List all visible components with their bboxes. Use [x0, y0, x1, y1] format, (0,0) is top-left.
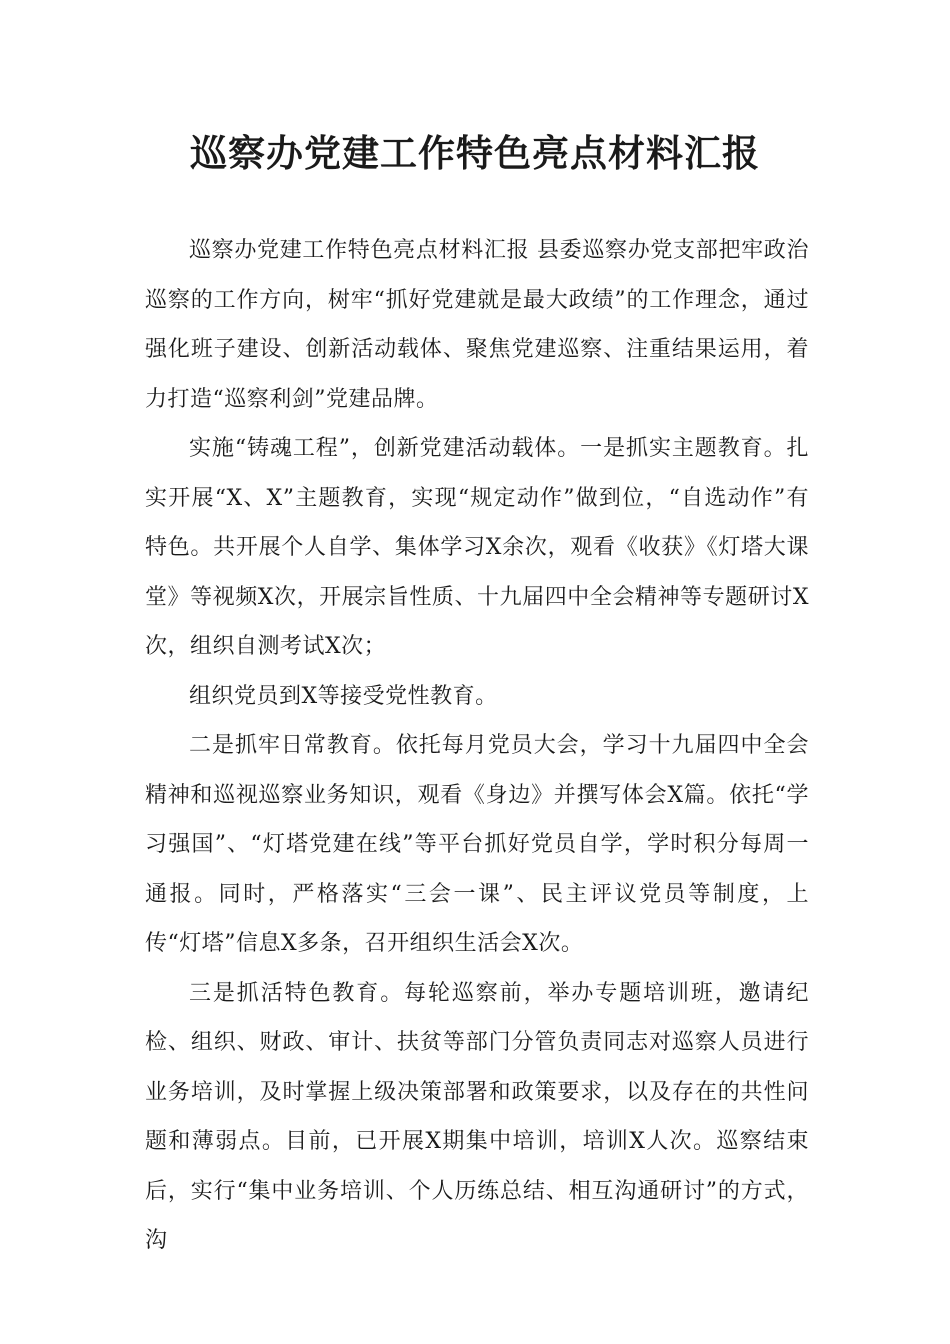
- paragraph-special-education: 三是抓活特色教育。每轮巡察前，举办专题培训班，邀请纪检、组织、财政、审计、扶贫等部门分管负责同志对巡察人员进行业务培训，及时掌握上级决策部署和政策要求，以及存在的共性问题和薄弱点。目前，已开展X期集中培训，培训X人次。巡察结束后，实行“集中业务培训、个人历练总结、相互沟通研讨”的方式，沟: [145, 980, 809, 1253]
- paragraph-soul-project: 实施“铸魂工程”，创新党建活动载体。一是抓实主题教育。扎实开展“X、X”主题教育，实现“规定动作”做到位，“自选动作”有特色。共开展个人自学、集体学习X余次，观看《收获》《灯塔大课堂》等视频X次，开展宗旨性质、十九届四中全会精神等专题研讨X次，组织自测考试X次；: [145, 436, 809, 659]
- paragraph-daily-education: 二是抓牢日常教育。依托每月党员大会，学习十九届四中全会精神和巡视巡察业务知识，观看《身边》并撰写体会X篇。依托“学习强国”、“灯塔党建在线”等平台抓好党员自学，学时积分每周一通报。同时，严格落实“三会一课”、民主评议党员等制度，上传“灯塔”信息X多条，召开组织生活会X次。: [145, 733, 809, 956]
- document-body: [145, 226, 809, 1266]
- paragraph-party-education: 组织党员到X等接受党性教育。: [189, 683, 498, 709]
- paragraph-intro: 巡察办党建工作特色亮点材料汇报 县委巡察办党支部把牢政治巡察的工作方向，树牢“抓好党建就是最大政绩”的工作理念，通过强化班子建设、创新活动载体、聚焦党建巡察、注重结果运用，着力打造“巡察利剑”党建品牌。: [145, 238, 809, 412]
- document-title: 巡察办党建工作特色亮点材料汇报: [190, 132, 760, 175]
